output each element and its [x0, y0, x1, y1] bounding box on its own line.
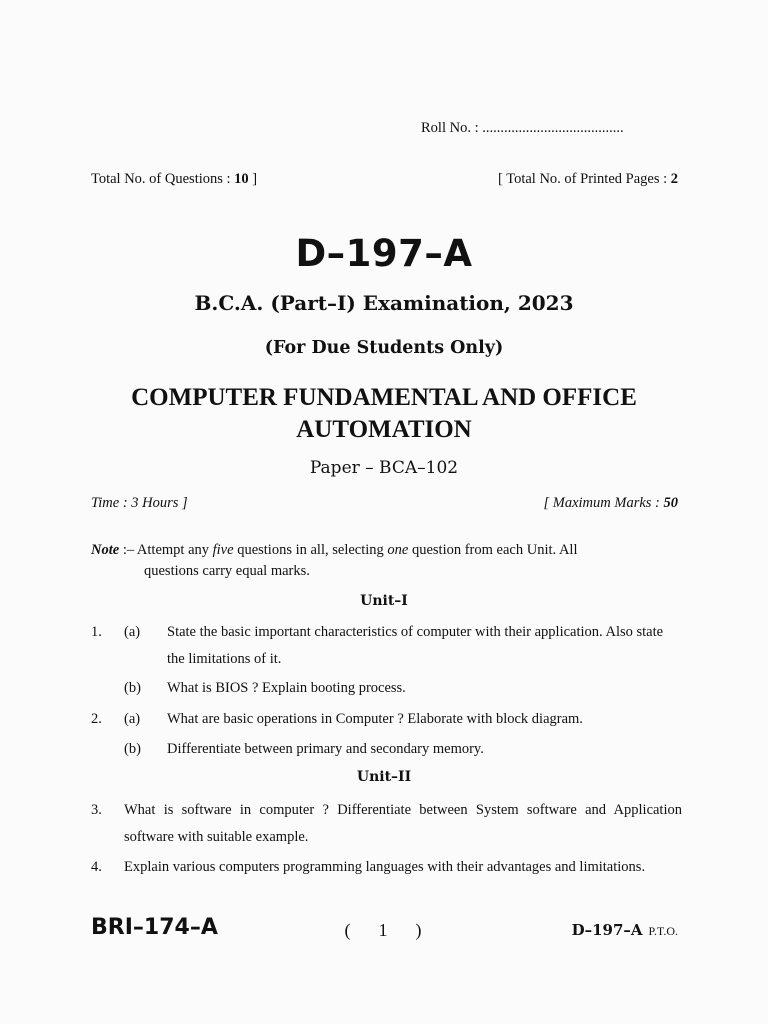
question-text: What is software in computer ? Differentiate between System software and Application software with suitable example. [124, 802, 682, 845]
question-text: Explain various computers programming languages with their advantages and limitations. [124, 859, 646, 875]
question-text: What are basic operations in Computer ? Elaborate with block diagram. [167, 711, 583, 727]
note-text-3: question from each Unit. All [408, 542, 578, 558]
sub-question-label: (b) [124, 680, 141, 696]
note-label: Note [91, 542, 120, 558]
question-text: State the basic important characteristics of computer with their application. Also state the limitations of it. [167, 624, 664, 667]
sub-question-label: (a) [124, 711, 141, 727]
footer-code-text: D–197–A [571, 921, 643, 939]
total-pages [498, 171, 678, 188]
exam-title: B.C.A. (Part–I) Examination, 2023 [194, 291, 574, 315]
maximum-marks-value: 50 [663, 495, 678, 511]
total-pages-value: 2 [670, 171, 678, 187]
maximum-marks-label: [ Maximum Marks : [543, 495, 664, 511]
footer-series-code: BRI–174–A [91, 915, 218, 940]
sub-question-label: (a) [124, 624, 141, 640]
sub-question-label: (b) [124, 741, 141, 757]
unit-2-heading: Unit–II [356, 769, 412, 785]
note-one: one [387, 542, 409, 558]
instructions-note [91, 537, 681, 564]
time-limit: Time : 3 Hours ] [91, 495, 188, 511]
instructions-note-line2: questions carry equal marks. [144, 563, 310, 579]
question-text: Differentiate between primary and secondary memory. [167, 741, 484, 757]
note-text-2: questions in all, selecting [233, 542, 388, 558]
total-questions-close: ] [248, 171, 258, 187]
unit-1-heading: Unit–I [360, 593, 408, 609]
maximum-marks [543, 495, 678, 512]
question-number: 4. [91, 859, 102, 875]
footer-paper-code [572, 921, 678, 940]
total-questions-value: 10 [234, 171, 249, 187]
paper-code: D–197–A [295, 232, 473, 275]
subject-title: COMPUTER FUNDAMENTAL AND OFFICE AUTOMATION [131, 384, 637, 443]
note-text-1: :– Attempt any [119, 542, 213, 558]
due-students-note: (For Due Students Only) [264, 338, 504, 358]
total-questions [91, 171, 257, 188]
question-text: What is BIOS ? Explain booting process. [167, 680, 406, 696]
note-five: five [212, 542, 234, 558]
question-number: 2. [91, 711, 102, 727]
total-questions-label: Total No. of Questions : [91, 171, 235, 187]
total-pages-label: [ Total No. of Printed Pages : [498, 171, 671, 187]
roll-number-field: Roll No. : ....................................... [421, 120, 624, 136]
page-number: ( 1 ) [344, 920, 424, 940]
question-number: 3. [91, 802, 102, 818]
pto-label: P.T.O. [648, 924, 678, 938]
paper-number: Paper – BCA–102 [309, 458, 459, 478]
question-number: 1. [91, 624, 102, 640]
